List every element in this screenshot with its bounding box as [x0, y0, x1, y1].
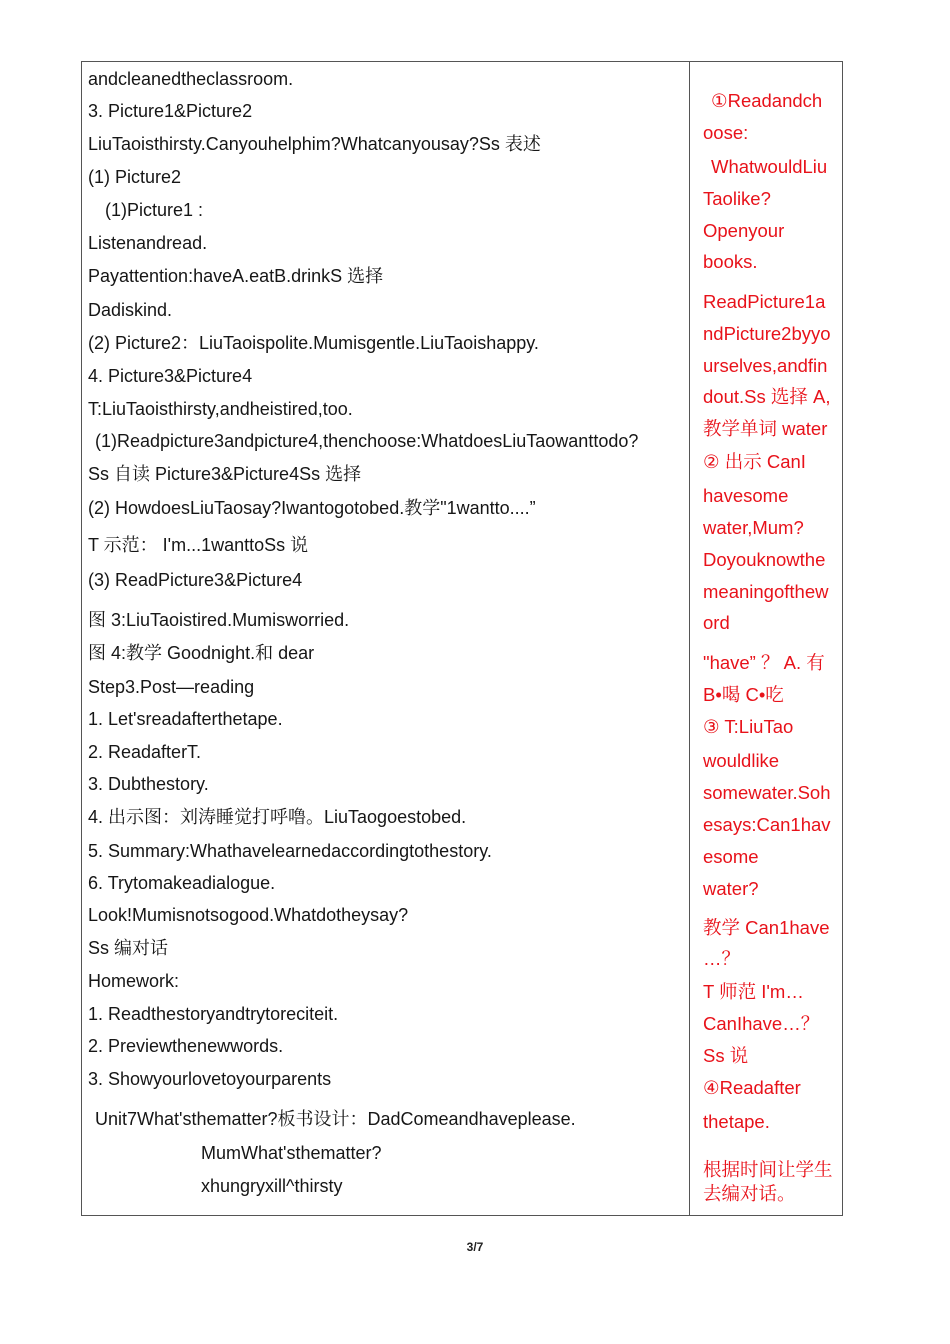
side-note: 教学 Can1have	[703, 917, 830, 938]
main-line: (2) Picture2：LiuTaoispolite.Mumisgentle.LiuTaoishappy.	[88, 333, 539, 353]
column-divider	[689, 61, 690, 1216]
side-note: ④Readafter	[703, 1077, 801, 1098]
side-note: ndPicture2byyo	[703, 323, 831, 344]
main-line: MumWhat'sthematter?	[201, 1143, 382, 1163]
main-line: Unit7What'sthematter?板书设计：DadComeandhaveplease.	[95, 1109, 576, 1129]
side-note: oose:	[703, 122, 749, 143]
main-line: T:LiuTaoisthirsty,andheistired,too.	[88, 399, 353, 419]
main-line: (3) ReadPicture3&Picture4	[88, 570, 303, 590]
side-note: "have” ？ A. 有	[703, 652, 825, 673]
main-line: 5. Summary:Whathavelearnedaccordingtothestory.	[88, 841, 492, 861]
side-note: Openyour	[703, 220, 785, 241]
main-line: (2) HowdoesLiuTaosay?Iwantogotobed.教学"1wantto....”	[88, 498, 536, 518]
side-note: ord	[703, 612, 730, 633]
main-line: 3. Dubthestory.	[88, 774, 209, 794]
side-note: esays:Can1hav	[703, 814, 831, 835]
main-line: Ss 编对话	[88, 938, 169, 958]
side-note: ② 出示 CanI	[703, 451, 806, 472]
page-number: 3/7	[466, 1240, 484, 1254]
main-line: 2. ReadafterT.	[88, 742, 202, 762]
side-note: …？	[703, 948, 741, 969]
main-line: Payattention:haveA.eatB.drinkS 选择	[88, 266, 384, 286]
main-line: 1. Let'sreadafterthetape.	[88, 709, 283, 729]
side-note: meaningofthew	[703, 581, 829, 602]
main-line: 2. Previewthenewwords.	[88, 1036, 284, 1056]
main-line: Look!Mumisnotsogood.Whatdotheysay?	[88, 905, 409, 925]
side-note: Taolike?	[703, 188, 771, 209]
side-note: esome	[703, 846, 759, 867]
main-line: Homework:	[88, 971, 180, 991]
side-note: B•喝 C•吃	[703, 684, 784, 705]
side-note: wouldlike	[703, 750, 780, 771]
side-note: havesome	[703, 485, 789, 506]
side-note: ReadPicture1a	[703, 291, 826, 312]
main-line: 4. Picture3&Picture4	[88, 366, 253, 386]
main-line: T 示范： I'm...1wanttoSs 说	[88, 535, 309, 555]
main-line: 3. Showyourlovetoyourparents	[88, 1069, 332, 1089]
main-line: 图 4:教学 Goodnight.和 dear	[88, 643, 315, 663]
side-note: ①Readandch	[711, 90, 823, 111]
main-line: 4. 出示图：刘涛睡觉打呼噜。LiuTaogoestobed.	[88, 807, 467, 827]
side-note: water,Mum?	[703, 517, 804, 538]
side-note: CanIhave…？	[703, 1013, 820, 1034]
side-note: water?	[703, 878, 759, 899]
side-note: thetape.	[703, 1111, 770, 1132]
side-note: somewater.Soh	[703, 782, 831, 803]
main-line: Listenandread.	[88, 233, 208, 253]
main-line: (1)Readpicture3andpicture4,thenchoose:WhatdoesLiuTaowanttodo?	[95, 431, 639, 451]
main-line: xhungryxill^thirsty	[201, 1176, 343, 1196]
side-note: 教学单词 water	[703, 418, 828, 439]
side-note: T 师范 I'm…	[703, 981, 804, 1002]
main-line: 3. Picture1&Picture2	[88, 101, 253, 121]
side-note: Ss 说	[703, 1045, 749, 1066]
main-line: LiuTaoisthirsty.Canyouhelphim?Whatcanyousay?Ss 表述	[88, 134, 541, 154]
main-line: Dadiskind.	[88, 300, 173, 320]
main-line: (1)Picture1 :	[105, 200, 204, 220]
side-note: dout.Ss 选择 A,	[703, 386, 831, 407]
side-note: books.	[703, 251, 758, 272]
main-line: 6. Trytomakeadialogue.	[88, 873, 276, 893]
side-note: urselves,andfin	[703, 355, 828, 376]
main-line: 1. Readthestoryandtrytoreciteit.	[88, 1004, 339, 1024]
main-line: andcleanedtheclassroom.	[88, 69, 294, 89]
main-line: Step3.Post—reading	[88, 677, 255, 697]
main-line: 图 3:LiuTaoistired.Mumisworried.	[88, 610, 350, 630]
side-note: 去编对话。	[703, 1183, 796, 1204]
main-line: (1) Picture2	[88, 167, 182, 187]
side-note: Doyouknowthe	[703, 549, 826, 570]
side-note: WhatwouldLiu	[711, 156, 828, 177]
side-note: 根据时间让学生	[703, 1159, 833, 1180]
main-line: Ss 自读 Picture3&Picture4Ss 选择	[88, 464, 362, 484]
side-note: ③ T:LiuTao	[703, 716, 794, 737]
